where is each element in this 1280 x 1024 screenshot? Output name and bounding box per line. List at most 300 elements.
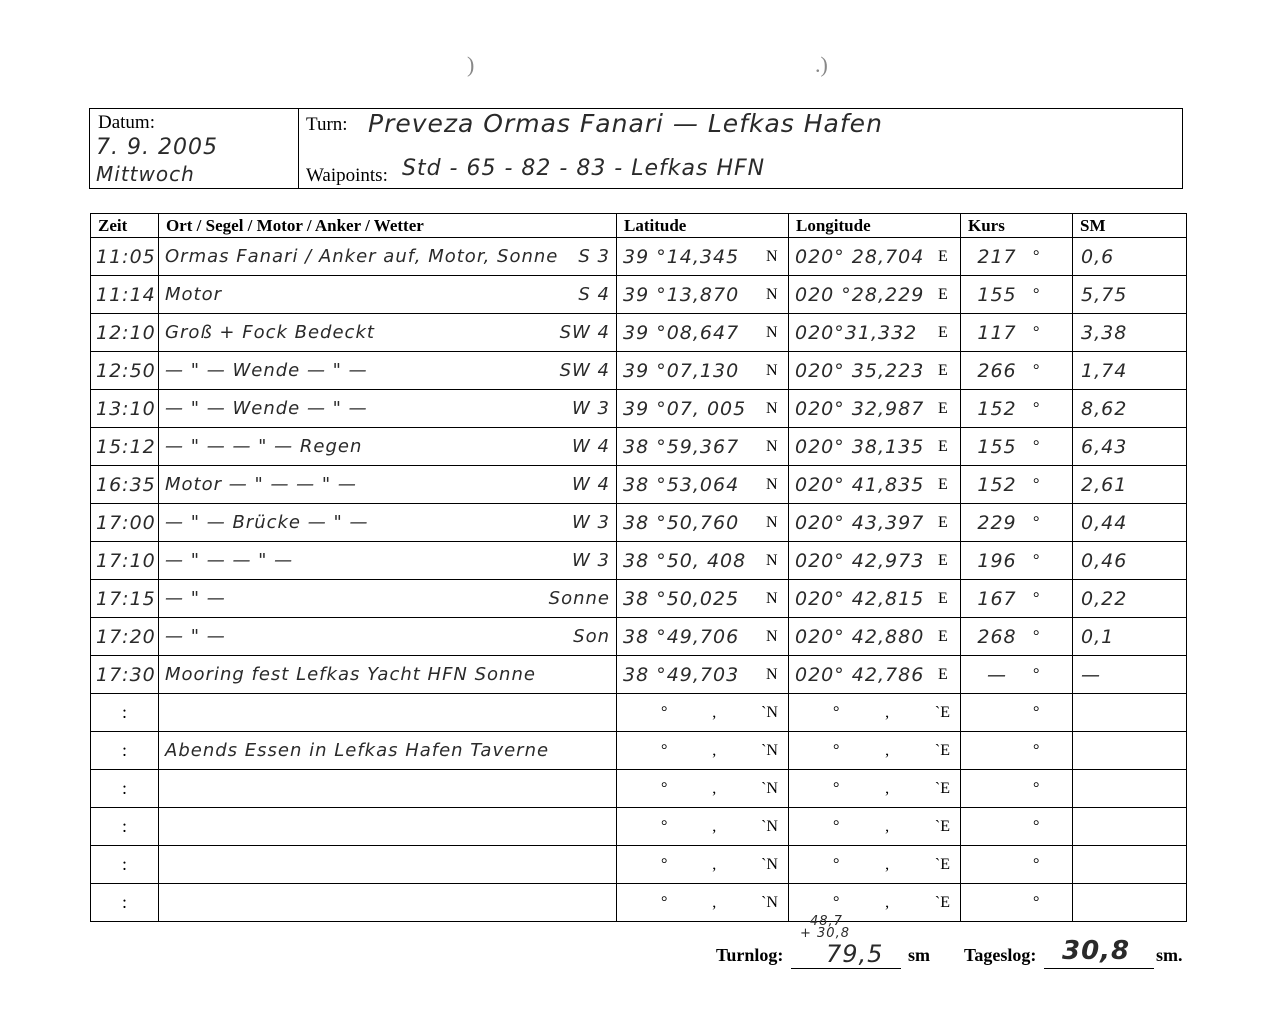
scan-mark: .) <box>815 52 828 77</box>
place-cell <box>159 732 617 770</box>
east-marker: E <box>940 855 950 873</box>
latitude-cell <box>617 466 789 504</box>
degree-marker: ° <box>1033 513 1040 531</box>
minute-marker: ` <box>934 893 941 911</box>
table-row <box>91 884 1187 922</box>
wind-text: S 4 <box>578 284 610 305</box>
wind-text: W 3 <box>572 550 610 571</box>
wind-text: Son <box>573 626 610 647</box>
latitude-value: 38 °53,064 <box>623 473 740 496</box>
minute-marker: ` <box>761 817 767 835</box>
kurs-value: 167 <box>977 587 1017 610</box>
east-marker: E <box>938 437 948 455</box>
degree-marker: ° <box>1033 437 1040 455</box>
time-cell: 17:30 <box>91 656 159 694</box>
kurs-cell <box>961 428 1073 466</box>
latitude-cell <box>617 238 789 276</box>
time-cell: 13:10 <box>91 390 159 428</box>
turn-label: Turn: <box>306 114 348 135</box>
latitude-cell <box>617 504 789 542</box>
place-cell <box>159 352 617 390</box>
comma-marker: , <box>885 779 890 797</box>
degree-marker: ° <box>661 855 668 873</box>
time-cell: 11:05 <box>91 238 159 276</box>
wind-text: Sonne <box>548 588 610 609</box>
column-header-kurs: Kurs <box>961 214 1073 238</box>
minute-marker: ` <box>934 817 941 835</box>
place-cell <box>159 390 617 428</box>
degree-marker: ° <box>661 817 668 835</box>
latitude-value: 38 °49,703 <box>623 663 740 686</box>
longitude-cell <box>789 694 961 732</box>
kurs-value: 229 <box>977 511 1017 534</box>
latitude-cell <box>617 542 789 580</box>
longitude-value: 020 °28,229 <box>795 283 925 306</box>
north-marker: N <box>766 285 778 303</box>
place-cell <box>159 884 617 922</box>
north-marker: N <box>766 779 778 797</box>
latitude-cell <box>617 314 789 352</box>
sm-cell: 5,75 <box>1073 276 1187 314</box>
sm-cell: 3,38 <box>1073 314 1187 352</box>
east-marker: E <box>938 285 948 303</box>
minute-marker: ` <box>761 741 767 759</box>
degree-marker: ° <box>1033 893 1040 911</box>
longitude-value: 020° 28,704 <box>795 245 925 268</box>
scan-mark: ) <box>467 52 475 77</box>
east-marker: E <box>938 475 948 493</box>
east-marker: E <box>938 627 948 645</box>
north-marker: N <box>766 475 778 493</box>
degree-marker: ° <box>1033 855 1040 873</box>
table-row <box>91 542 1187 580</box>
longitude-cell <box>789 618 961 656</box>
kurs-cell <box>961 732 1073 770</box>
comma-marker: , <box>712 741 717 759</box>
place-cell <box>159 542 617 580</box>
trip-header <box>89 108 1183 189</box>
header-divider <box>298 109 299 188</box>
time-cell: 16:35 <box>91 466 159 504</box>
degree-marker: ° <box>661 741 668 759</box>
place-cell <box>159 618 617 656</box>
longitude-value: 020°31,332 <box>795 321 918 344</box>
comma-marker: , <box>885 817 890 835</box>
time-cell <box>91 846 159 884</box>
tageslog-label: Tageslog: <box>964 945 1037 965</box>
turnlog-calc-b: + 30,8 <box>800 926 850 941</box>
latitude-value: 38 °59,367 <box>623 435 740 458</box>
latitude-value: 38 °50,760 <box>623 511 740 534</box>
sm-cell <box>1073 694 1187 732</box>
latitude-cell <box>617 808 789 846</box>
sm-cell: 0,6 <box>1073 238 1187 276</box>
time-cell <box>91 732 159 770</box>
sm-cell: 0,22 <box>1073 580 1187 618</box>
latitude-value: 39 °13,870 <box>623 283 740 306</box>
sm-cell <box>1073 770 1187 808</box>
weekday-value: Mittwoch <box>96 162 195 186</box>
kurs-cell <box>961 390 1073 428</box>
time-cell: 17:15 <box>91 580 159 618</box>
longitude-cell <box>789 656 961 694</box>
north-marker: N <box>766 323 778 341</box>
table-row <box>91 846 1187 884</box>
sm-cell: 1,74 <box>1073 352 1187 390</box>
degree-marker: ° <box>1033 817 1040 835</box>
kurs-cell <box>961 808 1073 846</box>
place-text: Groß + Fock Bedeckt <box>165 322 375 343</box>
degree-marker: ° <box>1033 323 1040 341</box>
sm-cell: 8,62 <box>1073 390 1187 428</box>
kurs-cell <box>961 276 1073 314</box>
kurs-value: 152 <box>977 397 1017 420</box>
kurs-cell <box>961 580 1073 618</box>
time-cell: 11:14 <box>91 276 159 314</box>
latitude-cell <box>617 580 789 618</box>
comma-marker: , <box>885 855 890 873</box>
longitude-value: 020° 41,835 <box>795 473 925 496</box>
place-cell <box>159 466 617 504</box>
north-marker: N <box>766 627 778 645</box>
longitude-value: 020° 32,987 <box>795 397 925 420</box>
east-marker: E <box>938 323 948 341</box>
place-cell <box>159 694 617 732</box>
column-header-sm: SM <box>1073 214 1187 238</box>
latitude-cell <box>617 846 789 884</box>
table-row <box>91 732 1187 770</box>
latitude-cell <box>617 770 789 808</box>
longitude-cell <box>789 390 961 428</box>
sm-cell: 0,46 <box>1073 542 1187 580</box>
longitude-cell <box>789 846 961 884</box>
longitude-value: 020° 42,815 <box>795 587 925 610</box>
wind-text: W 3 <box>572 398 610 419</box>
north-marker: N <box>766 361 778 379</box>
turn-value: Preveza Ormas Fanari — Lefkas Hafen <box>368 109 883 138</box>
longitude-value: 020° 42,973 <box>795 549 925 572</box>
place-cell <box>159 656 617 694</box>
kurs-cell <box>961 770 1073 808</box>
place-text: — " — Wende — " — <box>165 360 368 381</box>
table-row <box>91 314 1187 352</box>
east-marker: E <box>938 665 948 683</box>
table-row <box>91 770 1187 808</box>
latitude-value: 39 °07, 005 <box>623 397 747 420</box>
time-cell: 17:00 <box>91 504 159 542</box>
place-text: — " — Wende — " — <box>165 398 368 419</box>
latitude-cell <box>617 884 789 922</box>
turnlog-underline <box>791 968 901 969</box>
longitude-value: 020° 42,880 <box>795 625 925 648</box>
latitude-value: 38 °50, 408 <box>623 549 747 572</box>
sm-cell <box>1073 846 1187 884</box>
degree-marker: ° <box>1033 247 1040 265</box>
place-text: Mooring fest Lefkas Yacht HFN Sonne <box>165 664 536 685</box>
place-cell <box>159 808 617 846</box>
table-row <box>91 238 1187 276</box>
table-row <box>91 390 1187 428</box>
place-cell <box>159 276 617 314</box>
place-cell <box>159 770 617 808</box>
place-text: Ormas Fanari / Anker auf, Motor, Sonne <box>165 246 559 267</box>
time-colon: : <box>121 854 127 874</box>
longitude-cell <box>789 238 961 276</box>
table-row <box>91 580 1187 618</box>
latitude-value: 39 °07,130 <box>623 359 740 382</box>
kurs-cell <box>961 656 1073 694</box>
north-marker: N <box>766 855 778 873</box>
degree-marker: ° <box>1033 399 1040 417</box>
degree-marker: ° <box>833 893 840 911</box>
time-cell <box>91 770 159 808</box>
wind-text: S 3 <box>578 246 610 267</box>
sm-cell: 0,44 <box>1073 504 1187 542</box>
longitude-cell <box>789 428 961 466</box>
degree-marker: ° <box>1033 361 1040 379</box>
longitude-cell <box>789 542 961 580</box>
place-cell <box>159 504 617 542</box>
longitude-cell <box>789 770 961 808</box>
degree-marker: ° <box>1033 285 1040 303</box>
column-header-zeit: Zeit <box>91 214 159 238</box>
kurs-cell <box>961 846 1073 884</box>
minute-marker: ` <box>761 703 767 721</box>
table-row <box>91 694 1187 732</box>
latitude-cell <box>617 390 789 428</box>
wind-text: SW 4 <box>559 322 610 343</box>
kurs-cell <box>961 238 1073 276</box>
degree-marker: ° <box>1033 665 1040 683</box>
time-cell <box>91 808 159 846</box>
time-cell: 17:10 <box>91 542 159 580</box>
sm-cell <box>1073 732 1187 770</box>
east-marker: E <box>938 513 948 531</box>
longitude-cell <box>789 580 961 618</box>
degree-marker: ° <box>1033 589 1040 607</box>
table-row <box>91 428 1187 466</box>
sm-cell: 2,61 <box>1073 466 1187 504</box>
place-cell <box>159 314 617 352</box>
turnlog-label: Turnlog: <box>716 945 784 965</box>
wind-text: W 4 <box>572 474 610 495</box>
east-marker: E <box>940 779 950 797</box>
longitude-cell <box>789 276 961 314</box>
kurs-value: 268 <box>977 625 1017 648</box>
sm-cell: 6,43 <box>1073 428 1187 466</box>
latitude-cell <box>617 656 789 694</box>
turnlog-calc-a: 48,7 <box>810 914 843 929</box>
kurs-value: 117 <box>977 321 1017 344</box>
kurs-cell <box>961 314 1073 352</box>
latitude-cell <box>617 618 789 656</box>
degree-marker: ° <box>1033 741 1040 759</box>
longitude-cell <box>789 808 961 846</box>
place-text: Motor — " — — " — <box>165 474 357 495</box>
place-text: Motor <box>165 284 223 305</box>
kurs-cell <box>961 694 1073 732</box>
waypoints-label: Waipoints: <box>306 165 388 186</box>
time-cell <box>91 694 159 732</box>
north-marker: N <box>766 703 778 721</box>
time-cell: 12:50 <box>91 352 159 390</box>
column-header-longitude: Longitude <box>789 214 961 238</box>
sm-cell <box>1073 808 1187 846</box>
degree-marker: ° <box>1033 703 1040 721</box>
north-marker: N <box>766 399 778 417</box>
latitude-cell <box>617 276 789 314</box>
kurs-cell <box>961 466 1073 504</box>
time-colon: : <box>121 778 127 798</box>
longitude-cell <box>789 466 961 504</box>
longitude-value: 020° 38,135 <box>795 435 925 458</box>
longitude-cell <box>789 352 961 390</box>
latitude-value: 38 °50,025 <box>623 587 740 610</box>
north-marker: N <box>766 551 778 569</box>
minute-marker: ` <box>761 779 767 797</box>
table-row <box>91 276 1187 314</box>
minute-marker: ` <box>934 855 941 873</box>
time-cell: 17:20 <box>91 618 159 656</box>
east-marker: E <box>940 893 950 911</box>
longitude-cell <box>789 314 961 352</box>
comma-marker: , <box>712 779 717 797</box>
comma-marker: , <box>712 855 717 873</box>
time-cell <box>91 884 159 922</box>
north-marker: N <box>766 247 778 265</box>
comma-marker: , <box>712 703 717 721</box>
place-text: — " — — " — Regen <box>165 436 363 457</box>
east-marker: E <box>938 361 948 379</box>
place-cell <box>159 846 617 884</box>
east-marker: E <box>940 817 950 835</box>
north-marker: N <box>766 665 778 683</box>
north-marker: N <box>766 589 778 607</box>
degree-marker: ° <box>833 703 840 721</box>
east-marker: E <box>940 703 950 721</box>
log-table <box>90 213 1187 922</box>
longitude-cell <box>789 732 961 770</box>
longitude-value: 020° 43,397 <box>795 511 925 534</box>
degree-marker: ° <box>661 893 668 911</box>
latitude-cell <box>617 428 789 466</box>
place-text: — " — <box>165 588 226 609</box>
kurs-cell <box>961 884 1073 922</box>
kurs-value: 217 <box>977 245 1017 268</box>
column-header-latitude: Latitude <box>617 214 789 238</box>
kurs-cell <box>961 542 1073 580</box>
place-text: Abends Essen in Lefkas Hafen Taverne <box>165 740 550 761</box>
north-marker: N <box>766 893 778 911</box>
comma-marker: , <box>712 817 717 835</box>
north-marker: N <box>766 817 778 835</box>
longitude-value: 020° 42,786 <box>795 663 925 686</box>
degree-marker: ° <box>1033 475 1040 493</box>
place-cell <box>159 580 617 618</box>
longitude-value: 020° 35,223 <box>795 359 925 382</box>
table-header-row <box>91 214 1187 238</box>
minute-marker: ` <box>934 741 941 759</box>
table-row <box>91 808 1187 846</box>
minute-marker: ` <box>761 855 767 873</box>
table-row <box>91 352 1187 390</box>
east-marker: E <box>938 589 948 607</box>
degree-marker: ° <box>833 817 840 835</box>
latitude-cell <box>617 732 789 770</box>
degree-marker: ° <box>833 779 840 797</box>
kurs-value: 152 <box>977 473 1017 496</box>
degree-marker: ° <box>833 855 840 873</box>
time-colon: : <box>121 892 127 912</box>
comma-marker: , <box>885 741 890 759</box>
longitude-cell <box>789 504 961 542</box>
north-marker: N <box>766 513 778 531</box>
wind-text: W 3 <box>572 512 610 533</box>
kurs-value: 155 <box>977 435 1017 458</box>
east-marker: E <box>938 247 948 265</box>
date-value: 7. 9. 2005 <box>96 135 218 160</box>
date-label: Datum: <box>98 112 155 133</box>
minute-marker: ` <box>934 703 941 721</box>
comma-marker: , <box>885 893 890 911</box>
east-marker: E <box>940 741 950 759</box>
place-text: — " — — " — <box>165 550 294 571</box>
kurs-value: 196 <box>977 549 1017 572</box>
time-colon: : <box>121 816 127 836</box>
degree-marker: ° <box>1033 551 1040 569</box>
place-text: — " — Brücke — " — <box>165 512 369 533</box>
latitude-value: 39 °08,647 <box>623 321 740 344</box>
kurs-cell <box>961 352 1073 390</box>
place-cell <box>159 428 617 466</box>
table-row <box>91 466 1187 504</box>
tageslog-value: 30,8 <box>1062 936 1131 966</box>
time-colon: : <box>121 740 127 760</box>
turnlog-unit: sm <box>908 945 930 965</box>
table-row <box>91 656 1187 694</box>
sm-cell: 0,1 <box>1073 618 1187 656</box>
sm-cell: — <box>1073 656 1187 694</box>
place-cell <box>159 238 617 276</box>
table-row <box>91 618 1187 656</box>
minute-marker: ` <box>934 779 941 797</box>
table-row <box>91 504 1187 542</box>
latitude-cell <box>617 352 789 390</box>
comma-marker: , <box>712 893 717 911</box>
degree-marker: ° <box>661 779 668 797</box>
latitude-value: 39 °14,345 <box>623 245 740 268</box>
degree-marker: ° <box>1033 779 1040 797</box>
north-marker: N <box>766 741 778 759</box>
wind-text: W 4 <box>572 436 610 457</box>
time-cell: 12:10 <box>91 314 159 352</box>
latitude-value: 38 °49,706 <box>623 625 740 648</box>
minute-marker: ` <box>761 893 767 911</box>
degree-marker: ° <box>833 741 840 759</box>
sm-cell <box>1073 884 1187 922</box>
turnlog-value: 79,5 <box>826 940 884 968</box>
tageslog-underline <box>1044 968 1154 969</box>
north-marker: N <box>766 437 778 455</box>
east-marker: E <box>938 399 948 417</box>
kurs-cell <box>961 504 1073 542</box>
tageslog-unit: sm. <box>1156 945 1183 965</box>
comma-marker: , <box>885 703 890 721</box>
time-colon: : <box>121 702 127 722</box>
east-marker: E <box>938 551 948 569</box>
kurs-value: 266 <box>977 359 1017 382</box>
place-text: — " — <box>165 626 226 647</box>
